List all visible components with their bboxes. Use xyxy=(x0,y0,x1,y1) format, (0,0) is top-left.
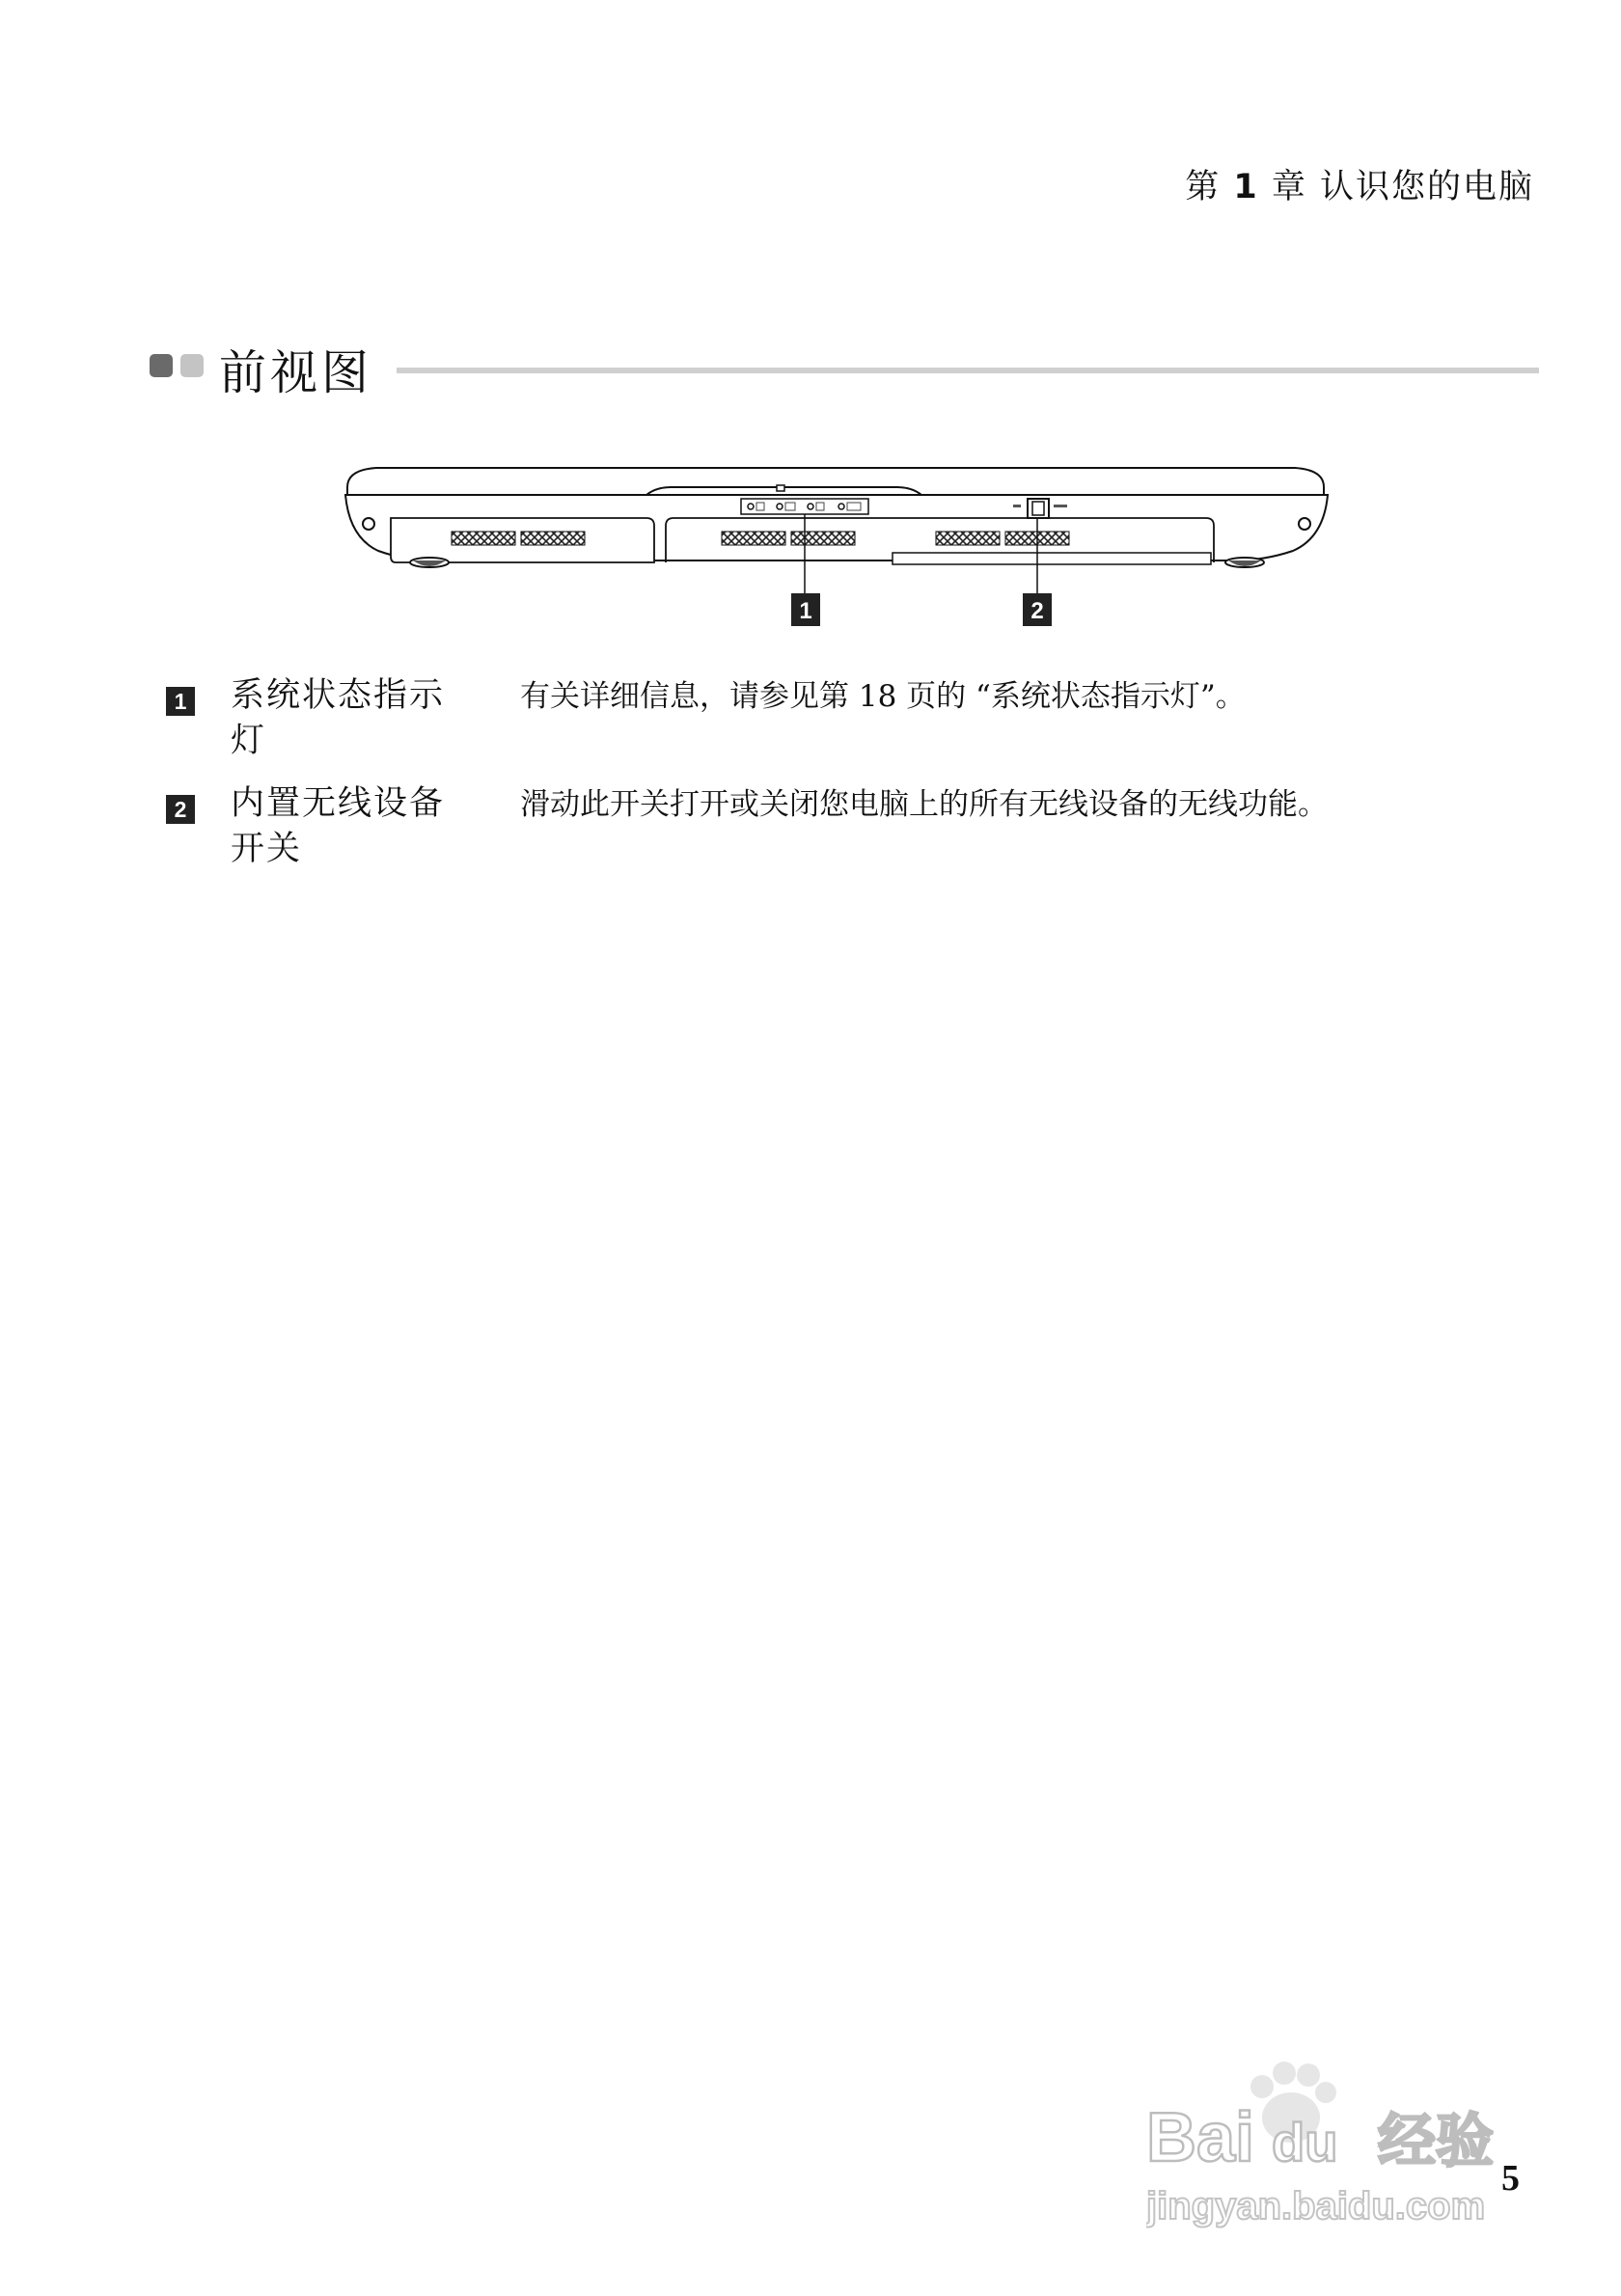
indicator-wireless-light xyxy=(808,504,813,509)
watermark-brand-latin: Bai xyxy=(1146,2099,1255,2176)
vent-grille-5 xyxy=(936,532,1000,545)
callout-number-2: 2 xyxy=(1030,598,1044,624)
chapter-title: 章 认识您的电脑 xyxy=(1271,168,1534,206)
screw-left xyxy=(363,518,374,530)
wireless-switch-knob xyxy=(1032,502,1044,515)
indicator-power-light xyxy=(748,504,754,509)
lid-latch-tab xyxy=(777,485,784,491)
watermark-url: jingyan.baidu.com xyxy=(1146,2185,1486,2228)
item-badge: 2 xyxy=(166,795,195,824)
item-description: 滑动此开关打开或关闭您电脑上的所有无线设备的无线功能。 xyxy=(520,787,1328,822)
screw-right xyxy=(1299,518,1310,530)
chapter-header xyxy=(1185,160,1534,208)
baidu-jingyan-watermark xyxy=(1146,2060,1532,2233)
laptop-lid xyxy=(347,468,1324,495)
vent-grille-4 xyxy=(791,532,855,545)
indicator-hdd-light xyxy=(838,504,844,509)
chapter-number: 1 xyxy=(1233,168,1259,206)
vent-grille-1 xyxy=(452,532,515,545)
callout-number-1: 1 xyxy=(799,598,812,624)
section-rule xyxy=(397,368,1539,373)
watermark-brand-du: du xyxy=(1272,2112,1338,2173)
item-badge: 1 xyxy=(166,687,195,716)
item-term: 系统状态指示灯 xyxy=(231,676,446,760)
chapter-prefix: 第 xyxy=(1185,168,1222,206)
section-heading xyxy=(150,340,1539,400)
section-title: 前视图 xyxy=(219,345,373,400)
wireless-on-label-mark xyxy=(1054,505,1067,507)
item-description: 有关详细信息，请参见第 18 页的 “系统状态指示灯”。 xyxy=(520,679,1246,714)
laptop-front-view-diagram xyxy=(338,449,1336,642)
wireless-off-label-mark xyxy=(1013,505,1021,507)
bottom-step xyxy=(893,553,1211,564)
heading-marker-dark xyxy=(150,354,173,377)
indicator-battery-light xyxy=(777,504,783,509)
vent-grille-2 xyxy=(521,532,585,545)
heading-marker-light xyxy=(180,354,204,377)
status-indicator-strip xyxy=(741,499,868,514)
vent-grille-3 xyxy=(722,532,785,545)
watermark-brand-cn: 经验 xyxy=(1378,2108,1494,2175)
item-term: 内置无线设备开关 xyxy=(231,784,446,868)
page-number: 5 xyxy=(1501,2158,1520,2199)
